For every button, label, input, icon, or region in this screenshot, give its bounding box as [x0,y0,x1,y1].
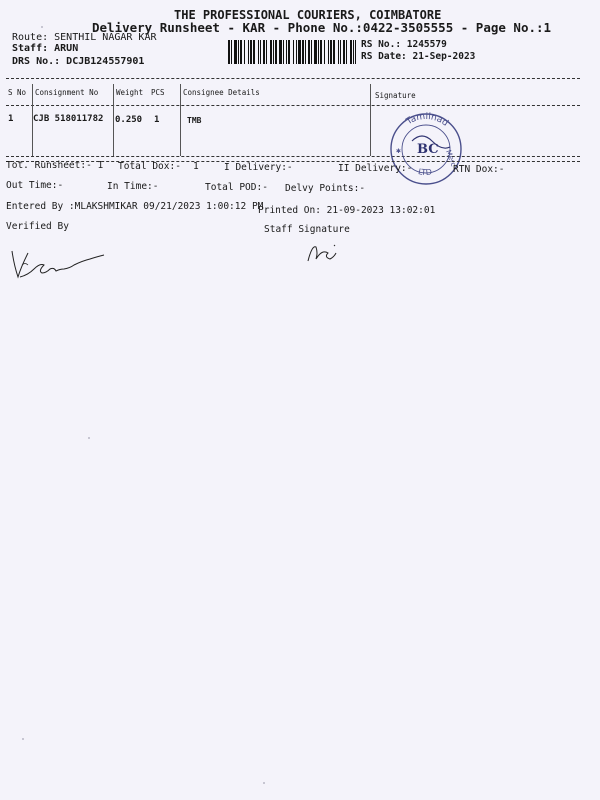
drs-number: DRS No.: DCJB124557901 [12,56,145,67]
svg-text:LTD [417,167,432,177]
cell-consignment: CJB 518011782 [33,114,104,124]
stamp-text-side: Merc [444,148,458,168]
table-top-rule [6,78,580,79]
stamp-text-bottom: LTD [417,167,433,178]
entered-by: Entered By :MLAKSHMIKAR 09/21/2023 1:00:12 PM [6,201,264,212]
cell-weight: 0.250 [115,115,143,125]
col-header-pcs: PCS [151,88,165,97]
col-header-consignment: Consignment No [35,88,99,97]
total-dox-value: 1 [193,161,199,172]
tot-runsheet: Tot. Runsheet:- 1 [6,160,104,171]
bank-stamp [382,111,470,189]
out-time: Out Time:- [6,180,64,191]
rs-number: RS No.: 1245579 [361,39,447,50]
total-pod: Total POD:- [205,182,268,193]
scan-speck [41,26,43,28]
barcode-image [228,40,356,64]
rs-date: RS Date: 21-Sep-2023 [361,51,476,62]
cell-consignee: TMB [187,116,202,125]
stamp-text-top: Tamilnad [404,111,450,129]
verified-by-label: Verified By [6,221,69,232]
ii-delivery: II Delivery:- [338,163,413,174]
scan-speck [263,782,265,784]
cell-pcs: 1 [154,115,160,125]
total-dox-label: Total Dox:- [118,161,181,172]
cell-sno: 1 [8,114,14,124]
column-divider [113,84,114,156]
rtn-dox: RTN Dox:- [453,164,505,175]
company-name: THE PROFESSIONAL COURIERS, COIMBATORE [174,8,442,22]
stamp-center-text: BC [417,142,439,157]
table-bottom-rule [6,156,580,157]
staff-label: Staff: ARUN [12,43,79,54]
column-divider [370,84,371,156]
verifier-signature [8,243,108,283]
printed-on: Printed On: 21-09-2023 13:02:01 [258,205,436,216]
runsheet-title: Delivery Runsheet - KAR - Phone No.:0422-3505555 - Page No.:1 [92,20,552,35]
route-label: Route: SENTHIL NAGAR KAR [12,32,157,43]
col-header-sno: S No [8,88,27,97]
scan-speck [88,437,90,439]
col-header-signature: Signature [375,91,416,100]
svg-text:✱: ✱ [396,146,401,155]
staff-signature [304,241,344,265]
svg-text:Tamilnad [404,112,450,129]
scan-speck [22,738,24,740]
in-time: In Time:- [107,181,159,192]
i-delivery: I Delivery:- [224,162,293,173]
table-header-rule [6,105,580,106]
col-header-weight: Weight [116,88,144,97]
col-header-consignee: Consignee Details [183,88,260,97]
column-divider [180,84,181,156]
staff-signature-label: Staff Signature [264,224,350,235]
delvy-points: Delvy Points:- [285,183,366,194]
